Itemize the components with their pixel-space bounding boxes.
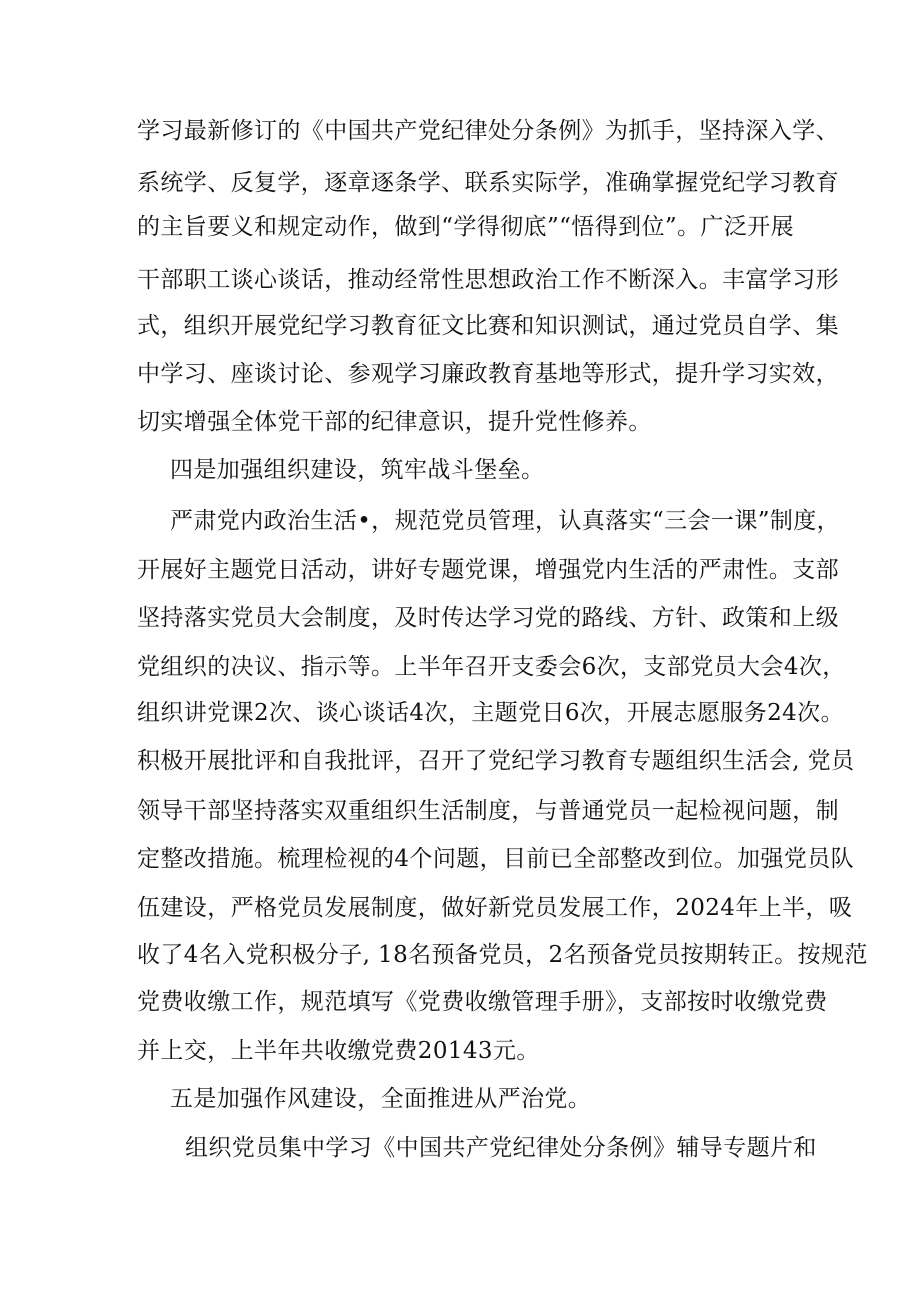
text-line: 定整改措施。梳理检视的4个问题，目前已全部整改到位。加强党员队 — [137, 846, 855, 872]
text-line: 系统学、反复学，逐章逐条学、联系实际学，准确掌握党纪学习教育 — [137, 170, 839, 196]
text-line: 党组织的决议、指示等。上半年召开支委会6次，支部党员大会4次， — [137, 654, 846, 680]
text-line: 党费收缴工作，规范填写《党费收缴管理手册》，支部按时收缴党费 — [137, 989, 828, 1015]
text-line: 收了4名入党积极分子, 18名预备党员，2名预备党员按期转正。按规范 — [137, 942, 868, 968]
text-line: 组织党员集中学习《中国共产党纪律处分条例》辅导专题片和 — [185, 1135, 817, 1161]
text-line: 并上交，上半年共收缴党费20143元。 — [137, 1038, 540, 1064]
text-line: 的主旨要义和规定动作，做到“学得彻底”“悟得到位”。广泛开展 — [137, 214, 795, 240]
text-line: 中学习、座谈讨论、参观学习廉政教育基地等形式，提升学习实效， — [137, 361, 839, 387]
section-heading-conduct: 五是加强作风建设，全面推进从严治党。 — [170, 1086, 592, 1112]
text-line: 式，组织开展党纪学习教育征文比赛和知识测试，通过党员自学、集 — [137, 313, 839, 339]
section-heading-organization: 四是加强组织建设，筑牢战斗堡垒。 — [170, 457, 545, 483]
text-line: 切实增强全体党干部的纪律意识，提升党性修养。 — [137, 409, 652, 435]
text-line: 学习最新修订的《中国共产党纪律处分条例》为抓手，坚持深入学、 — [137, 118, 839, 144]
text-line: 严肃党内政治生活•，规范党员管理，认真落实“三会一课”制度， — [170, 508, 841, 534]
text-line: 坚持落实党员大会制度，及时传达学习党的路线、方针、政策和上级 — [137, 605, 839, 631]
text-line: 伍建设，严格党员发展制度，做好新党员发展工作，2024年上半，吸 — [137, 895, 853, 921]
text-line: 组织讲党课2次、谈心谈话4次，主题党日6次，开展志愿服务24次。 — [137, 700, 844, 726]
text-line: 领导干部坚持落实双重组织生活制度，与普通党员一起检视问题，制 — [137, 798, 839, 824]
text-line: 干部职工谈心谈话，推动经常性思想政治工作不断深入。丰富学习形 — [137, 267, 839, 293]
text-line: 积极开展批评和自我批评，召开了党纪学习教育专题组织生活会, 党员 — [137, 748, 855, 774]
text-line: 开展好主题党日活动，讲好专题党课，增强党内生活的严肃性。支部 — [137, 557, 839, 583]
